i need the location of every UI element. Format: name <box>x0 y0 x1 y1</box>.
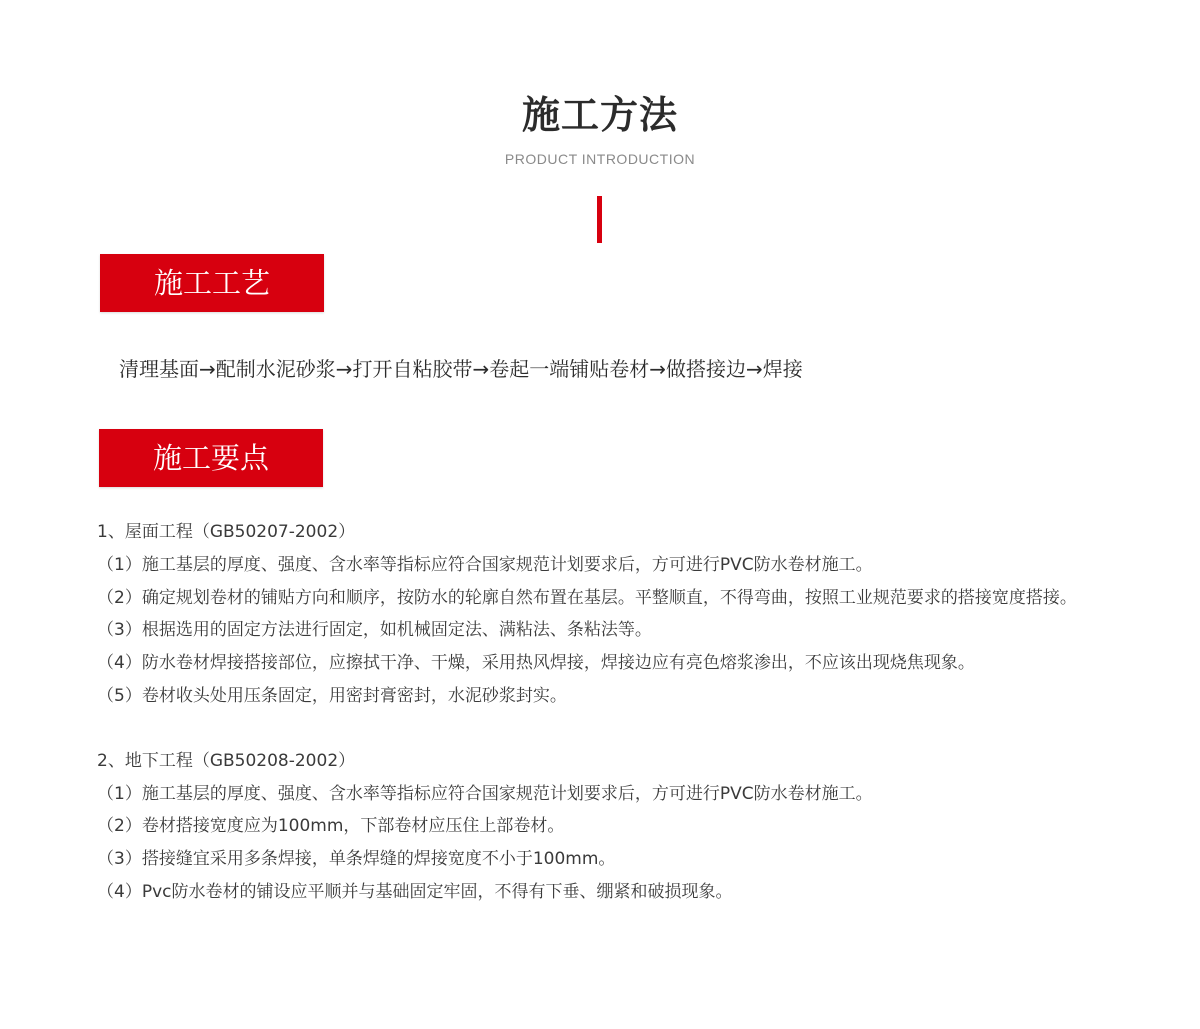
list-item: （4）防水卷材焊接搭接部位，应擦拭干净、干燥，采用热风焊接，焊接边应有亮色熔浆渗出，不应该出现烧焦现象。 <box>97 653 975 674</box>
title-divider <box>597 196 602 243</box>
process-flow-text: 清理基面→配制水泥砂浆→打开自粘胶带→卷起一端铺贴卷材→做搭接边→焊接 <box>119 357 803 381</box>
section-tag-craft: 施工工艺 <box>100 254 324 312</box>
key-points-list <box>97 516 1097 909</box>
roof-heading: 1、屋面工程（GB50207-2002） <box>97 522 356 542</box>
underground-heading: 2、地下工程（GB50208-2002） <box>97 750 356 771</box>
section-tag-key-points: 施工要点 <box>99 429 323 487</box>
list-item: （1）施工基层的厚度、强度、含水率等指标应符合国家规范计划要求后，方可进行PVC防水卷材施工。 <box>97 783 873 804</box>
list-item: （2）卷材搭接宽度应为100mm，下部卷材应压住上部卷材。 <box>97 816 565 837</box>
list-item: （3）搭接缝宜采用多条焊接，单条焊缝的焊接宽度不小于100mm。 <box>97 849 616 870</box>
page-title: 施工方法 <box>521 93 678 137</box>
list-item: （3）根据选用的固定方法进行固定，如机械固定法、满粘法、条粘法等。 <box>97 620 652 641</box>
list-item: （1）施工基层的厚度、强度、含水率等指标应符合国家规范计划要求后，方可进行PVC防水卷材施工。 <box>97 554 873 575</box>
page-subtitle: PRODUCT INTRODUCTION <box>504 151 696 167</box>
list-item: （4）Pvc防水卷材的铺设应平顺并与基础固定牢固，不得有下垂、绷紧和破损现象。 <box>97 881 733 902</box>
group-spacer <box>97 713 1097 745</box>
list-item: （2）确定规划卷材的铺贴方向和顺序，按防水的轮廓自然布置在基层。平整顺直，不得弯曲，按照工业规范要求的搭接宽度搭接。 <box>97 587 1077 608</box>
list-item: （5）卷材收头处用压条固定，用密封膏密封，水泥砂浆封实。 <box>97 685 567 706</box>
